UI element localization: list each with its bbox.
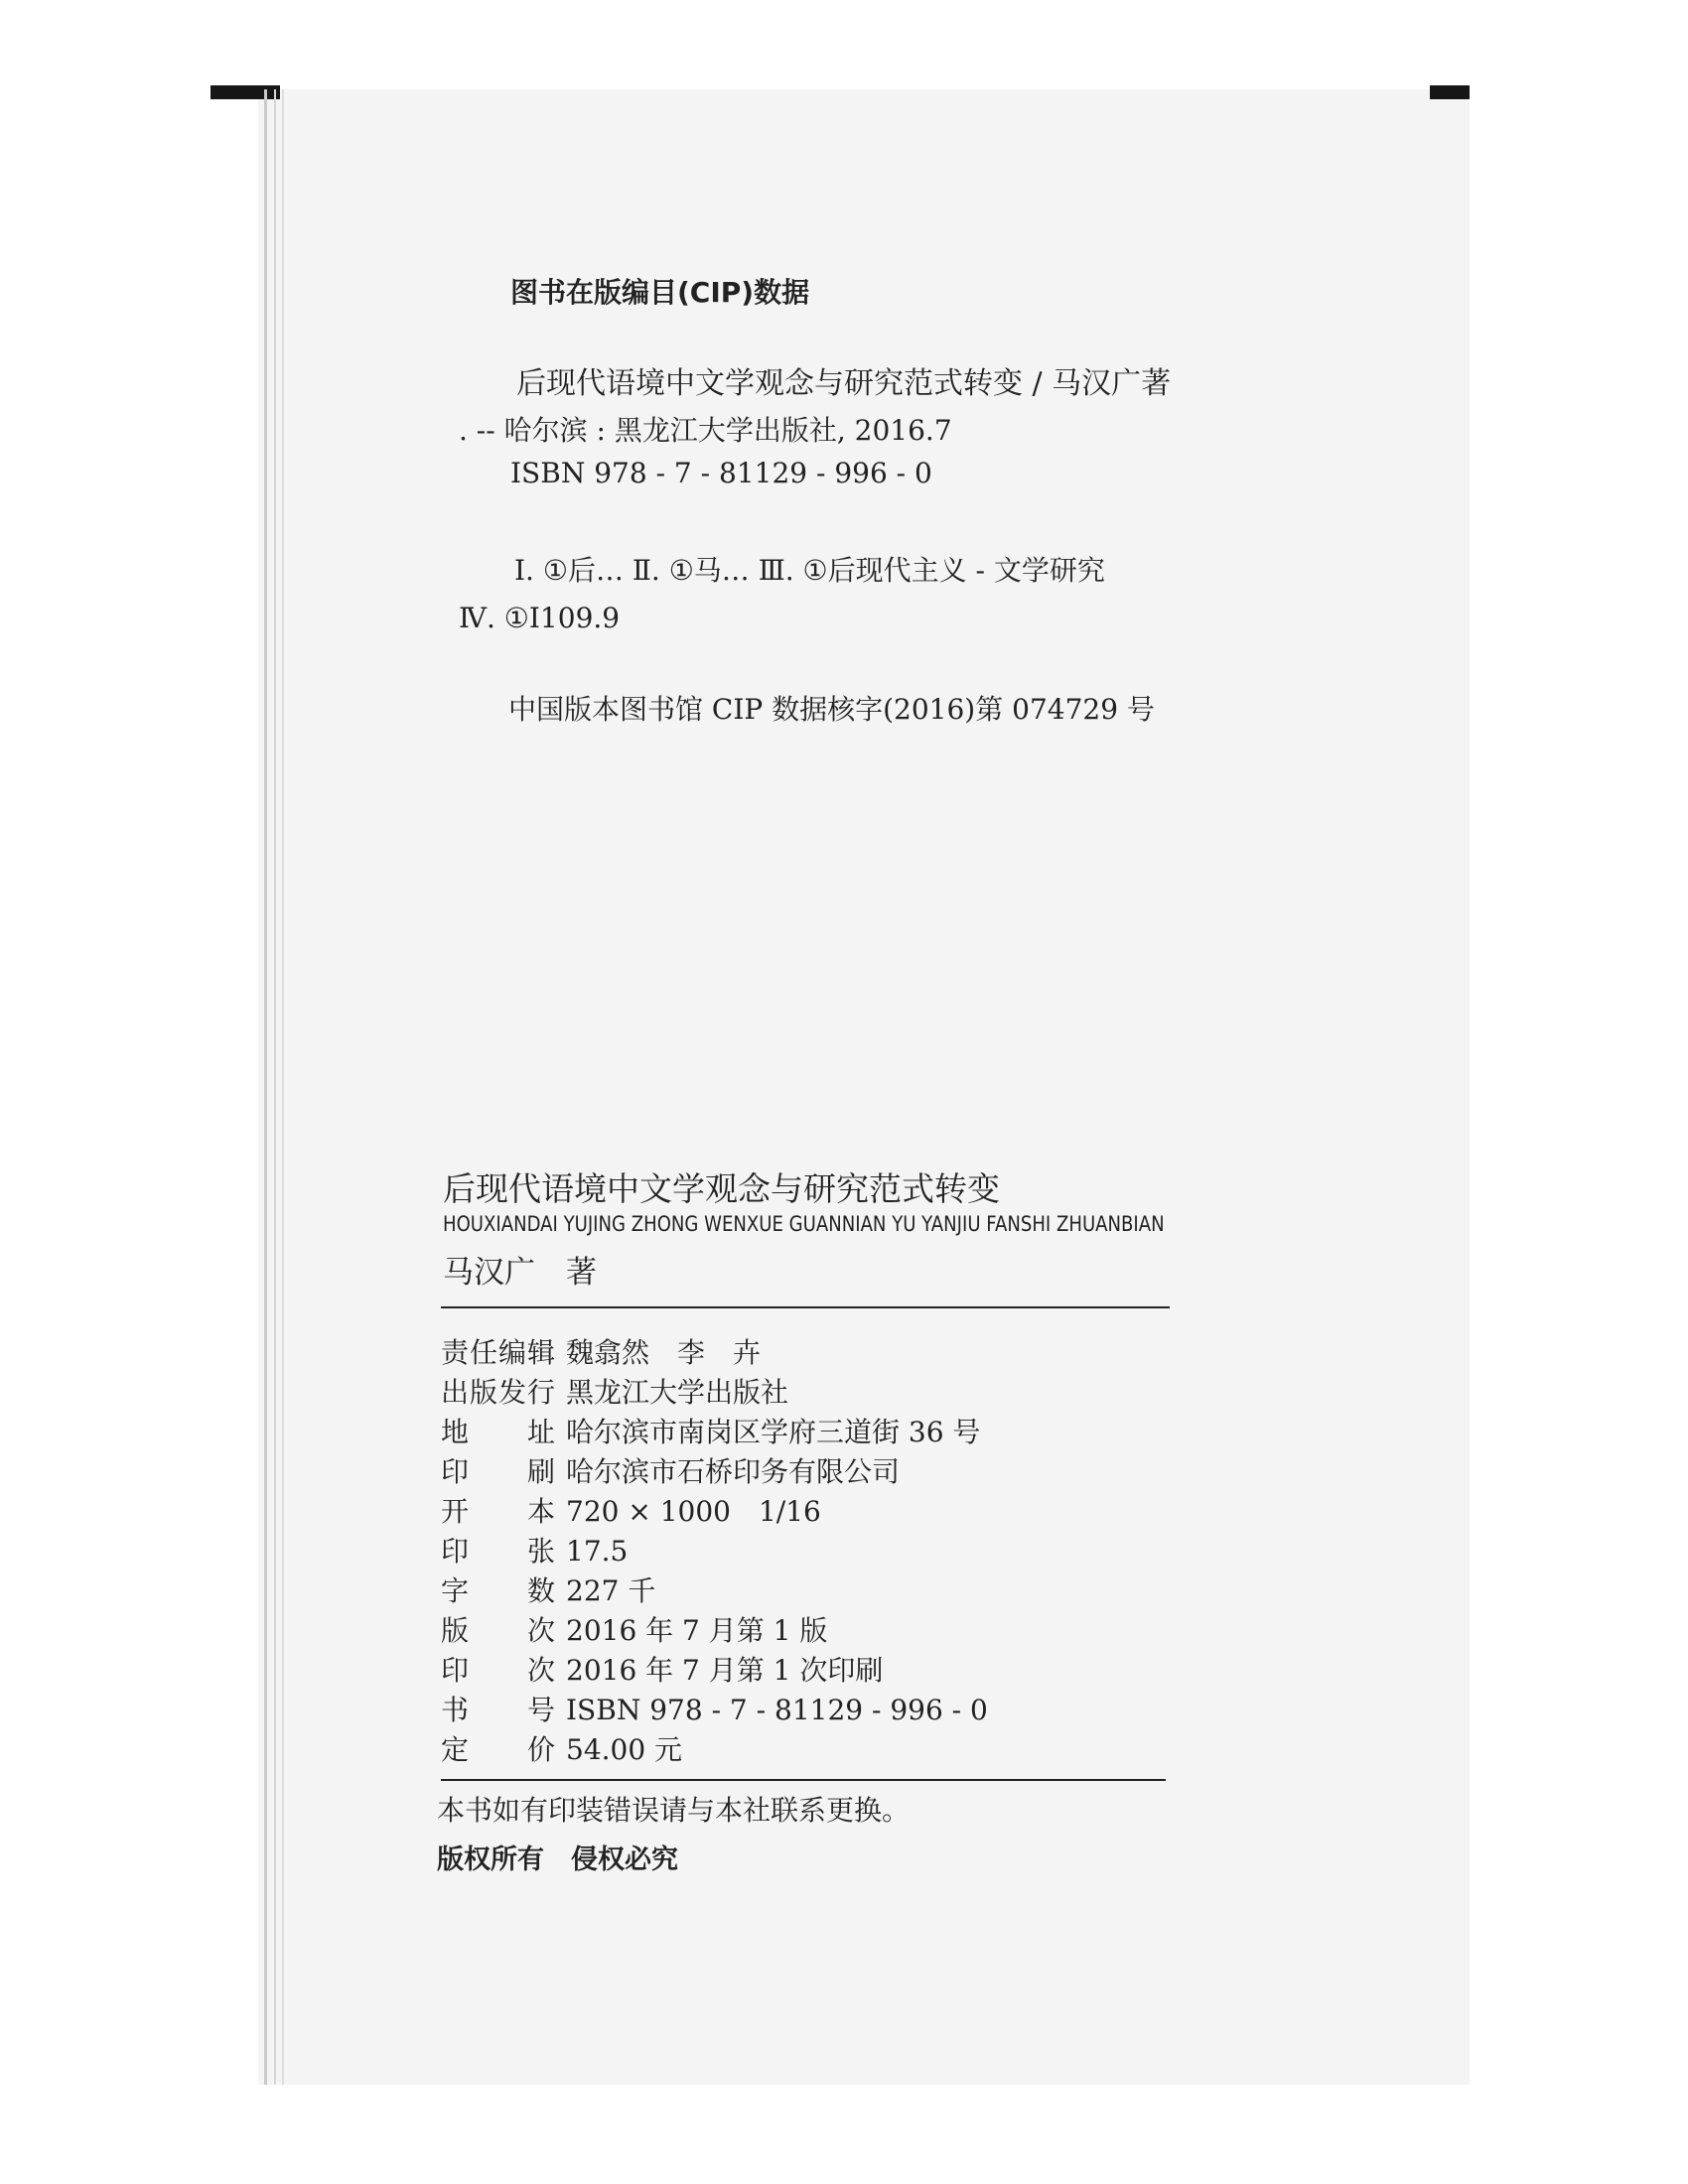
colophon-value: 2016 年 7 月第 1 版 — [566, 1614, 828, 1647]
cip-isbn-line: ISBN 978 - 7 - 81129 - 996 - 0 — [510, 457, 932, 489]
colophon-label: 版 次 — [441, 1614, 557, 1647]
colophon-label: 出版发行 — [441, 1376, 557, 1409]
colophon-row — [441, 1649, 883, 1689]
colophon-label: 书 号 — [441, 1694, 557, 1726]
cip-title-line: 后现代语境中文学观念与研究范式转变 / 马汉广著 — [516, 366, 1172, 401]
colophon-bottom-rule — [441, 1779, 1166, 1781]
colophon-label: 印 刷 — [441, 1455, 557, 1488]
colophon-row — [441, 1450, 900, 1490]
book-title-pinyin: HOUXIANDAI YUJING ZHONG WENXUE GUANNIAN YU YANJIU FANSHI ZHUANBIAN — [443, 1212, 1165, 1236]
scan-edge-right — [1430, 85, 1470, 99]
colophon-row — [441, 1530, 628, 1570]
colophon-value: ISBN 978 - 7 - 81129 - 996 - 0 — [566, 1694, 988, 1726]
colophon-value: 魏翕然 李 卉 — [566, 1336, 762, 1369]
colophon-label: 印 张 — [441, 1535, 557, 1568]
scan-edge-left — [211, 85, 280, 99]
colophon-row — [441, 1490, 821, 1530]
page-gutter-line — [282, 89, 284, 2085]
copyright-notice: 版权所有 侵权必究 — [437, 1844, 678, 1875]
colophon-label: 地 址 — [441, 1416, 557, 1448]
page-gutter-line — [264, 89, 267, 2085]
print-error-notice: 本书如有印装错误请与本社联系更换。 — [437, 1794, 911, 1827]
colophon-value: 227 千 — [566, 1574, 656, 1607]
colophon-row — [441, 1371, 788, 1411]
colophon-row — [441, 1411, 980, 1450]
colophon-value: 黑龙江大学出版社 — [566, 1376, 789, 1409]
colophon-value: 720 × 1000 1/16 — [566, 1495, 821, 1528]
colophon-row — [441, 1570, 655, 1609]
colophon-label: 字 数 — [441, 1574, 557, 1607]
colophon-label: 开 本 — [441, 1495, 557, 1528]
cip-registration-line: 中国版本图书馆 CIP 数据核字(2016)第 074729 号 — [508, 693, 1155, 726]
page-gutter-line — [274, 89, 276, 2085]
colophon-label: 定 价 — [441, 1733, 557, 1766]
cip-publisher-line: . -- 哈尔滨 : 黑龙江大学出版社, 2016.7 — [459, 414, 952, 447]
colophon-row — [441, 1728, 682, 1768]
colophon-value: 17.5 — [566, 1535, 629, 1568]
colophon-label: 责任编辑 — [441, 1336, 557, 1369]
cip-classification-line: Ⅰ. ①后… Ⅱ. ①马… Ⅲ. ①后现代主义 - 文学研究 — [514, 554, 1105, 587]
colophon-row — [441, 1609, 827, 1649]
cip-heading: 图书在版编目(CIP)数据 — [510, 276, 810, 309]
book-author: 马汉广 著 — [443, 1255, 597, 1291]
colophon-value: 哈尔滨市南岗区学府三道街 36 号 — [566, 1416, 981, 1448]
colophon-value: 2016 年 7 月第 1 次印刷 — [566, 1654, 884, 1687]
colophon-label: 印 次 — [441, 1654, 557, 1687]
book-title-chinese: 后现代语境中文学观念与研究范式转变 — [443, 1169, 1000, 1208]
colophon-value: 哈尔滨市石桥印务有限公司 — [566, 1455, 901, 1488]
colophon-value: 54.00 元 — [566, 1733, 683, 1766]
colophon-row — [441, 1689, 988, 1728]
colophon-top-rule — [441, 1306, 1170, 1308]
colophon-row — [441, 1331, 761, 1371]
cip-class-number-line: Ⅳ. ①I109.9 — [459, 602, 621, 634]
